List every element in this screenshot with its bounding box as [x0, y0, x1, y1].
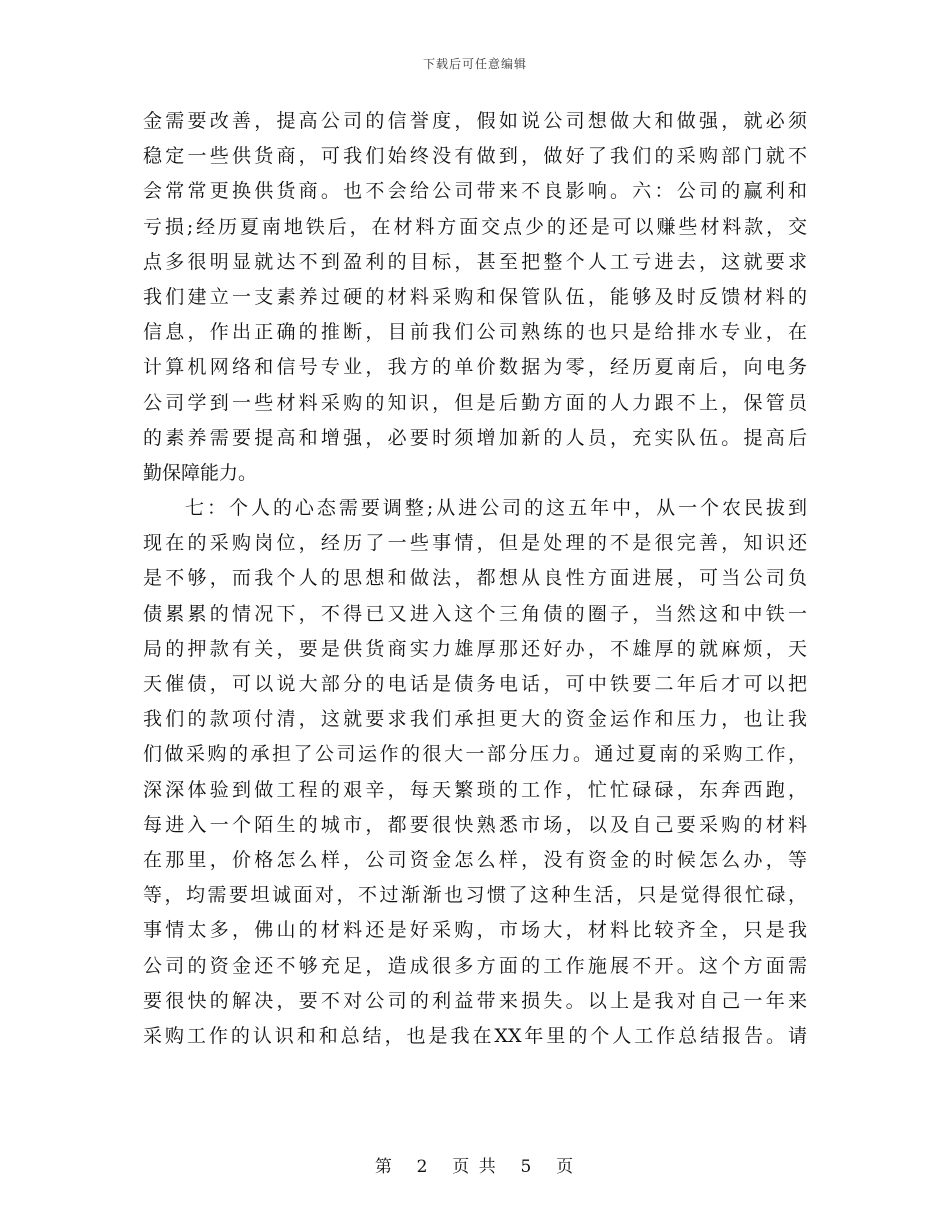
text-line: 债累累的情况下，不得已又进入这个三角债的圈子，当然这和中铁一 [143, 602, 807, 625]
text-line: 七：个人的心态需要调整;从进公司的这五年中，从一个农民拔到 [185, 497, 807, 520]
page-number: 2 [416, 1157, 430, 1177]
text-line: 是不够，而我个人的思想和做法，都想从良性方面进展，可当公司负 [143, 567, 807, 590]
text-line: 等，均需要坦诚面对，不过渐渐也习惯了这种生活，只是觉得很忙碌， [143, 884, 807, 907]
text-line: 们做采购的承担了公司运作的很大一部分压力。通过夏南的采购工作， [143, 743, 807, 766]
text-line: 点多很明显就达不到盈利的目标，甚至把整个人工亏进去，这就要求 [143, 250, 807, 273]
text-line: 计算机网络和信号专业，我方的单价数据为零，经历夏南后，向电务 [143, 356, 807, 379]
total-pages: 5 [520, 1157, 534, 1177]
text-line: 在那里，价格怎么样，公司资金怎么样，没有资金的时候怎么办，等 [143, 848, 807, 871]
text-line: 稳定一些供货商，可我们始终没有做到，做好了我们的采购部门就不 [143, 145, 807, 168]
text-line: 金需要改善，提高公司的信誉度，假如说公司想做大和做强，就必须 [143, 110, 807, 132]
text-line: 每进入一个陌生的城市，都要很快熟悉市场，以及自己要采购的材料 [143, 813, 807, 836]
footer-prefix: 第 [374, 1157, 394, 1177]
text-line: 的素养需要提高和增强，必要时须增加新的人员，充实队伍。提高后 [143, 426, 807, 449]
page-footer [0, 1152, 950, 1177]
text-line: 公司的资金还不够充足，造成很多方面的工作施展不开。这个方面需 [143, 954, 807, 977]
text-line: 我们的款项付清，这就要求我们承担更大的资金运作和压力，也让我 [143, 708, 807, 731]
text-line: 采购工作的认识和和总结，也是我在XX年里的个人工作总结报告。请 [143, 1024, 807, 1047]
text-line: 现在的采购岗位，经历了一些事情，但是处理的不是很完善，知识还 [143, 532, 807, 555]
paragraph [143, 491, 807, 1054]
footer-middle: 页 共 [452, 1157, 498, 1177]
text-line: 信息，作出正确的推断，目前我们公司熟练的也只是给排水专业，在 [143, 321, 807, 344]
text-line: 我们建立一支素养过硬的材料采购和保管队伍，能够及时反馈材料的 [143, 285, 807, 308]
paragraph [143, 104, 807, 491]
text-line: 局的押款有关，要是供货商实力雄厚那还好办，不雄厚的就麻烦，天 [143, 637, 807, 660]
page-header: 下载后可任意编辑 [422, 57, 527, 71]
text-line: 亏损;经历夏南地铁后，在材料方面交点少的还是可以赚些材料款，交 [143, 215, 807, 238]
text-line: 会常常更换供货商。也不会给公司带来不良影响。六：公司的赢利和 [143, 180, 807, 203]
text-line: 事情太多，佛山的材料还是好采购，市场大，材料比较齐全，只是我 [143, 919, 807, 942]
text-line: 深深体验到做工程的艰辛，每天繁琐的工作，忙忙碌碌，东奔西跑， [143, 778, 807, 801]
document-body [143, 104, 807, 1054]
text-line: 天催债，可以说大部分的电话是债务电话，可中铁要二年后才可以把 [143, 673, 807, 695]
text-line: 勤保障能力。 [143, 461, 258, 484]
footer-suffix: 页 [556, 1157, 576, 1177]
text-line: 公司学到一些材料采购的知识，但是后勤方面的人力跟不上，保管员 [143, 391, 807, 414]
text-line: 要很快的解决，要不对公司的利益带来损失。以上是我对自己一年来 [143, 989, 807, 1012]
